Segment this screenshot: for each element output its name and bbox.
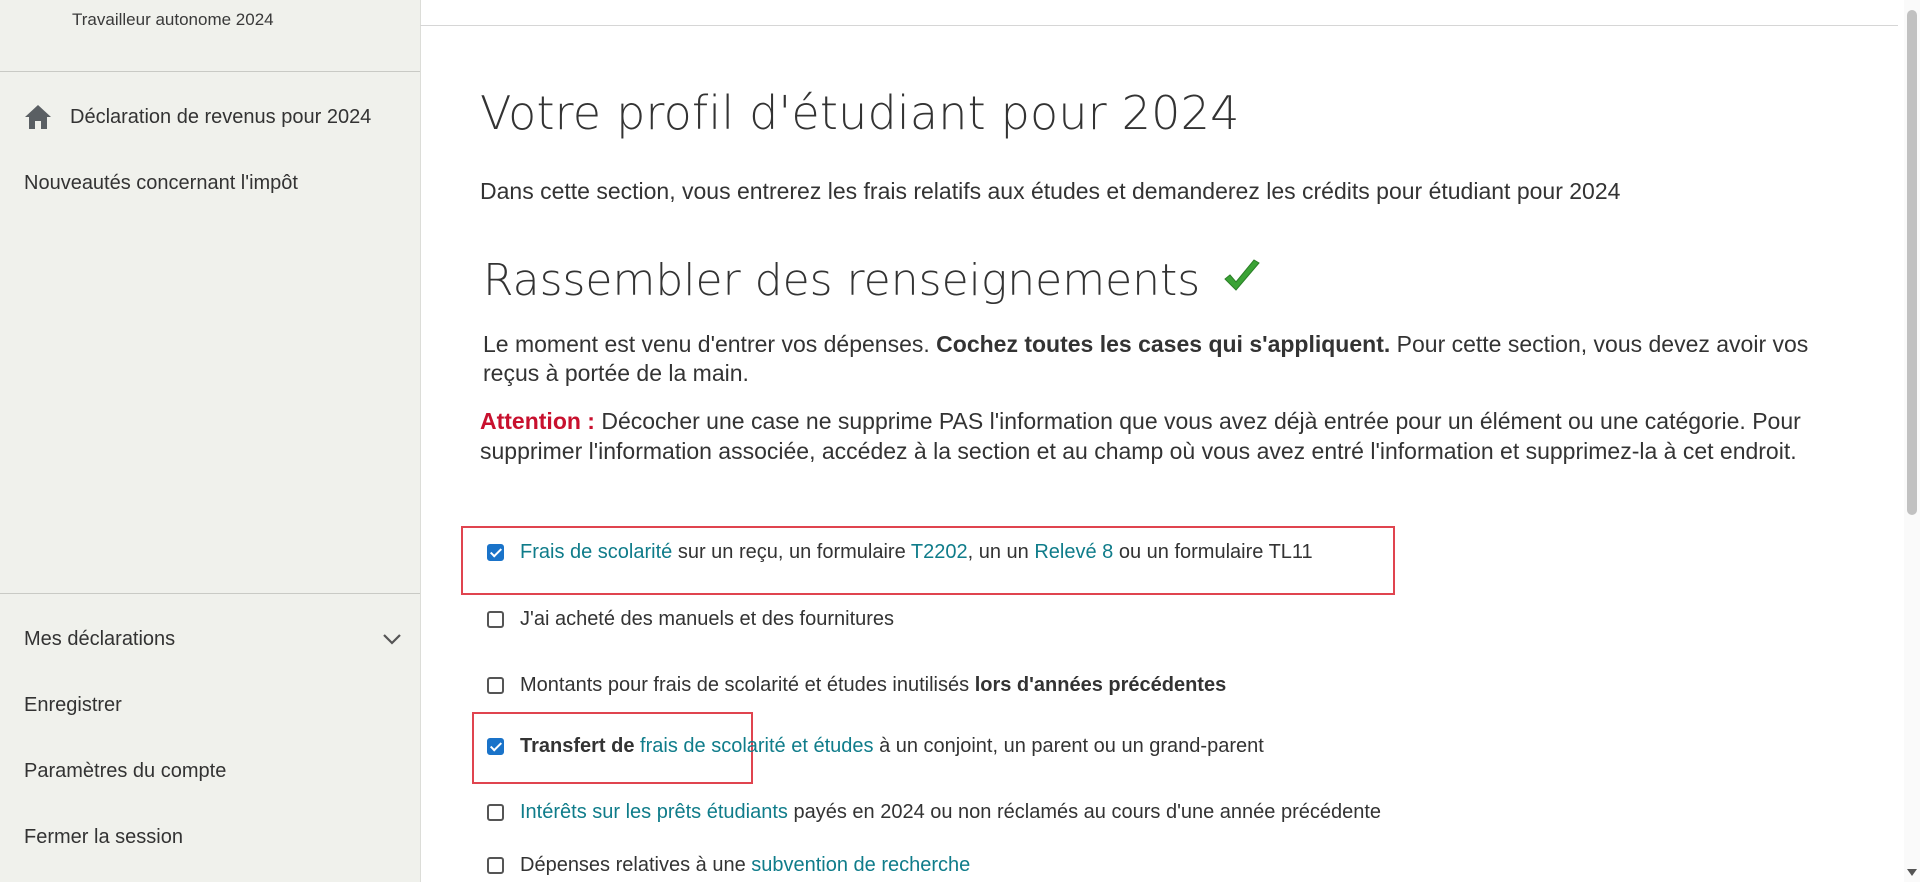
main-content: [420, 0, 1900, 882]
instructions-bold: Cochez toutes les cases qui s'appliquent.: [936, 331, 1391, 357]
sidebar: [0, 0, 421, 882]
option-transfer-bold: Transfert de: [520, 735, 641, 757]
sidebar-logout-link[interactable]: Fermer la session: [24, 826, 183, 848]
section-title: [483, 255, 1262, 306]
checkbox-student-loans[interactable]: [487, 804, 504, 821]
option-research-text: Dépenses relatives à une: [520, 854, 752, 876]
sidebar-account-settings-link[interactable]: Paramètres du compte: [24, 760, 227, 782]
home-icon: [24, 104, 52, 130]
option-tuition-label: [520, 541, 1313, 564]
sidebar-my-returns[interactable]: Mes déclarations: [24, 628, 176, 650]
sidebar-divider-bottom: [0, 593, 420, 594]
checkbox-unused-amounts[interactable]: [487, 677, 504, 694]
sidebar-news-link[interactable]: Nouveautés concernant l'impôt: [24, 172, 298, 194]
scrollbar-thumb[interactable]: [1907, 10, 1917, 515]
page-intro: Dans cette section, vous entrerez les frais relatifs aux études et demanderez les crédits pour étudiant pour 2024: [480, 178, 1621, 204]
section-title-text: Rassembler des renseignements: [483, 255, 1201, 306]
instructions-text: Le moment est venu d'entrer vos dépenses.: [483, 331, 937, 357]
link-tuition-fees[interactable]: Frais de scolarité: [520, 541, 673, 563]
attention-text: Décocher une case ne supprime PAS l'information que vous avez déjà entrée pour un élément ou une catégorie. Pour supprimer l'information associée, accédez à la section et au champ où vous avez entré l'information et supprimez-la à cet endroit.: [480, 408, 1801, 464]
option-tuition[interactable]: [487, 541, 1313, 564]
link-tuition-education[interactable]: frais de scolarité et études: [640, 735, 874, 757]
scroll-down-arrow-icon[interactable]: [1907, 869, 1917, 876]
sidebar-home-link[interactable]: [24, 104, 371, 130]
option-student-loans[interactable]: [487, 801, 1381, 824]
option-research-grant-label: [520, 854, 970, 877]
checkbox-textbooks[interactable]: [487, 611, 504, 628]
option-unused-amounts-label: [520, 674, 1226, 697]
instructions-text-end: Pour cette section, vous devez avoir vos reçus à portée de la main.: [483, 331, 1809, 386]
checkmark-icon: [1222, 255, 1262, 306]
checkbox-tuition[interactable]: [487, 544, 504, 561]
option-student-loans-label: [520, 801, 1381, 824]
sidebar-save-link[interactable]: Enregistrer: [24, 694, 122, 716]
link-t2202[interactable]: T2202: [910, 541, 968, 563]
option-transfer-text: à un conjoint, un parent ou un grand-parent: [873, 735, 1264, 757]
checkbox-transfer[interactable]: [487, 738, 504, 755]
option-unused-amounts[interactable]: [487, 674, 1226, 697]
option-student-loans-text: payés en 2024 ou non réclamés au cours d'une année précédente: [787, 801, 1382, 823]
option-textbooks[interactable]: [487, 608, 894, 631]
option-textbooks-label: J'ai acheté des manuels et des fournitures: [520, 608, 895, 630]
checkbox-research-grant[interactable]: [487, 857, 504, 874]
link-student-loan-interest[interactable]: Intérêts sur les prêts étudiants: [520, 801, 788, 823]
option-unused-bold: lors d'années précédentes: [974, 674, 1227, 696]
attention-label: Attention :: [480, 408, 595, 434]
instructions-paragraph: [483, 330, 1843, 388]
scrollbar[interactable]: [1904, 0, 1920, 882]
chevron-down-icon[interactable]: [382, 632, 402, 646]
option-tuition-text-1: sur un reçu, un formulaire: [672, 541, 911, 563]
attention-paragraph: [480, 406, 1860, 466]
option-transfer[interactable]: [487, 735, 1264, 758]
option-research-grant[interactable]: [487, 854, 970, 877]
option-transfer-label: [520, 735, 1264, 758]
option-tuition-text-2: , un un: [967, 541, 1035, 563]
option-unused-text: Montants pour frais de scolarité et études inutilisés: [520, 674, 975, 696]
page-title: Votre profil d'étudiant pour 2024: [480, 86, 1240, 140]
link-research-grant[interactable]: subvention de recherche: [751, 854, 971, 876]
sidebar-subtitle: Travailleur autonome 2024: [72, 10, 274, 29]
sidebar-home-label: Déclaration de revenus pour 2024: [70, 105, 372, 128]
sidebar-divider: [0, 71, 420, 72]
option-tuition-text-3: ou un formulaire TL11: [1113, 541, 1313, 563]
link-releve-8[interactable]: Relevé 8: [1034, 541, 1114, 563]
